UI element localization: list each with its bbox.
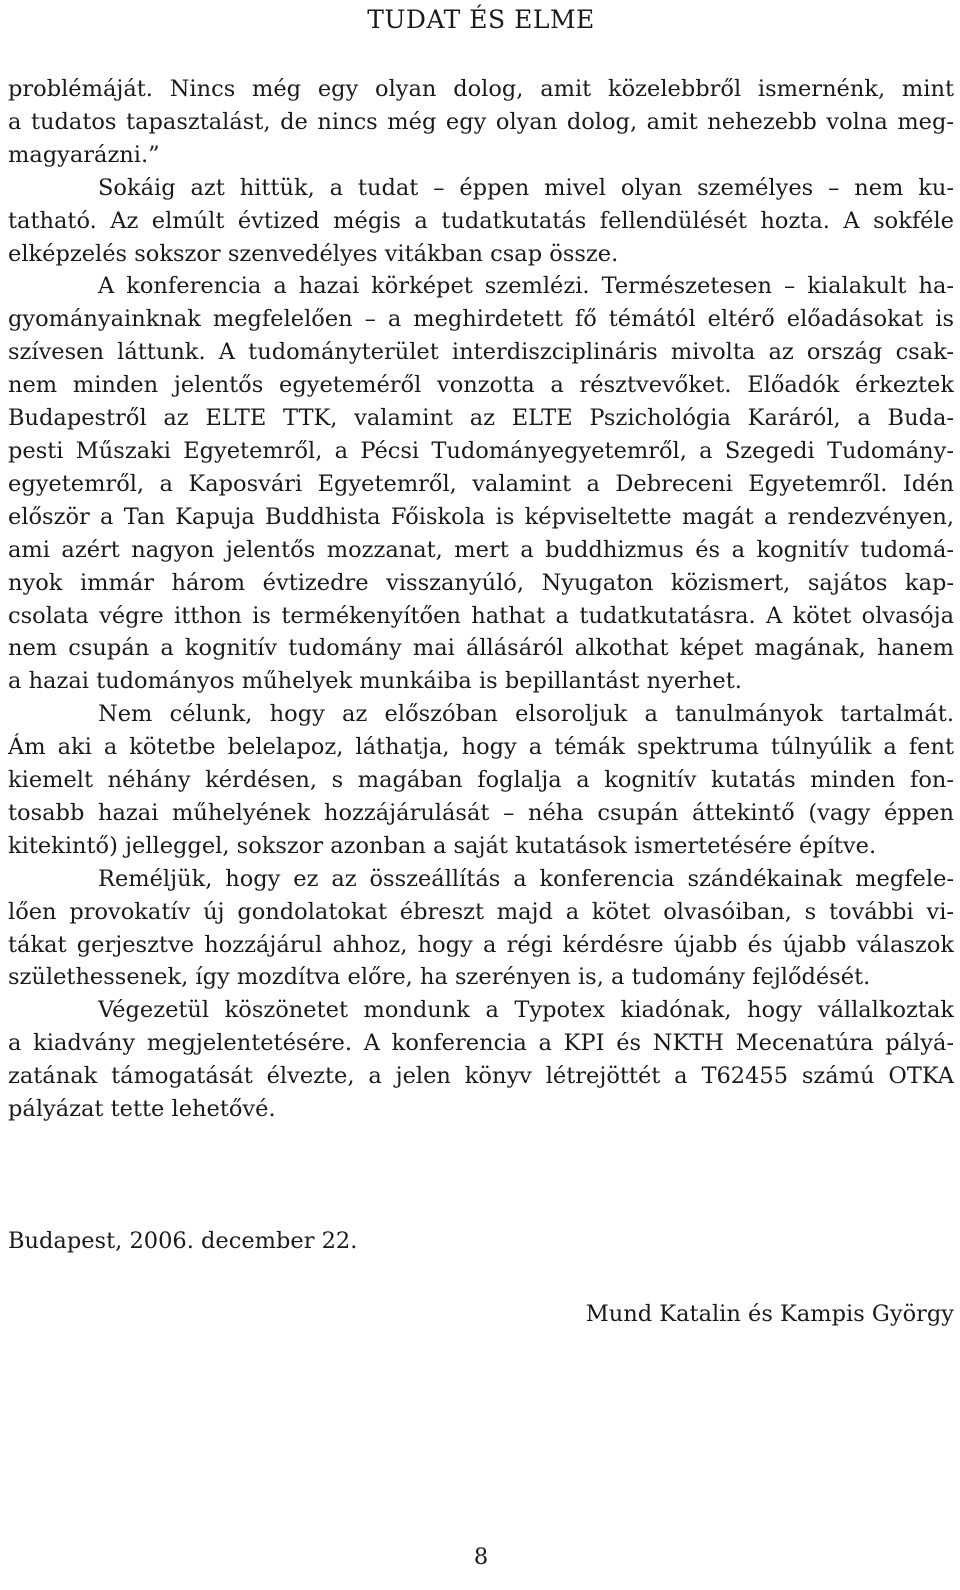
paragraph [8,863,954,995]
text-line: Nem célunk, hogy az előszóban elsoroljuk a tanulmányok tartalmát. [98,701,954,728]
author-signature: Mund Katalin és Kampis György [585,1301,954,1327]
text-line: problémáját. Nincs még egy olyan dolog, amit közelebbről ismernénk, mint [8,76,954,102]
text-line: ami azért nagyon jelentős mozzanat, mert a buddhizmus és a kognitív tudomá- [8,536,954,563]
document-page [8,0,954,1590]
text-line: elképzelés sokszor szenvedélyes vitákban csap össze. [8,240,619,267]
text-line: egyetemről, a Kaposvári Egyetemről, valamint a Debreceni Egyetemről. Idén [8,470,954,497]
paragraph [8,698,954,863]
text-line: nem csupán a kognitív tudomány mai állásáról alkothat képet magának, hanem [8,635,954,662]
text-line: nyok immár három évtizedre visszanyúló, Nyugaton közismert, sajátos kap- [8,569,954,596]
text-line: a tudatos tapasztalást, de nincs még egy olyan dolog, amit nehezebb volna meg- [8,108,954,135]
text-line: Végezetül köszönetet mondunk a Typotex kiadónak, hogy vállalkoztak [98,997,954,1024]
text-line: a hazai tudományos műhelyek munkáiba is bepillantást nyerhet. [8,668,742,695]
text-line: Sokáig azt hittük, a tudat – éppen mivel olyan személyes – nem ku- [98,174,954,201]
text-line: Budapestről az ELTE TTK, valamint az ELTE Pszichológia Karáról, a Buda- [8,405,954,432]
page-number: 8 [473,1544,489,1570]
text-line: először a Tan Kapuja Buddhista Főiskola is képviseltette magát a rendezvényen, [8,503,954,530]
place-and-date: Budapest, 2006. december 22. [8,1228,358,1254]
paragraph-continuation [8,73,954,172]
text-line: nem minden jelentős egyeteméről vonzotta a résztvevőket. Előadók érkeztek [8,372,954,399]
text-line: Reméljük, hogy ez az összeállítás a konferencia szándékainak megfele- [98,865,954,892]
text-line: tákat gerjesztve hozzájárul ahhoz, hogy a régi kérdésre újabb és újabb válaszok [8,931,954,958]
text-line: gyományainknak megfelelően – a meghirdetett fő témától eltérő előadásokat is [8,306,954,333]
text-line: tatható. Az elmúlt évtized mégis a tudatkutatás fellendülését hozta. A sokféle [8,207,954,234]
text-line: magyarázni.” [8,141,160,168]
paragraph [8,172,954,271]
text-line: tosabb hazai műhelyének hozzájárulását – néha csupán áttekintő (vagy éppen [8,799,954,826]
text-line: születhessenek, így mozdítva előre, ha szerényen is, a tudomány fejlődését. [8,964,871,991]
text-line: a kiadvány megjelentetésére. A konferencia a KPI és NKTH Mecenatúra pályá- [8,1030,954,1057]
text-line: szívesen láttunk. A tudományterület interdiszciplináris mivolta az ország csak- [8,339,954,366]
text-line: zatának támogatását élvezte, a jelen könyv létrejöttét a T62455 számú OTKA [8,1063,954,1090]
body-text [8,73,954,1126]
paragraph [8,270,954,698]
text-line: pályázat tette lehetővé. [8,1096,276,1123]
running-head-title: TUDAT ÉS ELME [367,5,595,34]
text-line: lően provokatív új gondolatokat ébreszt majd a kötet olvasóiban, s további vi- [8,898,954,925]
text-line: Ám aki a kötetbe belelapoz, láthatja, hogy a témák spektruma túlnyúlik a fent [8,734,954,761]
text-line: kitekintő) jelleggel, sokszor azonban a saját kutatások ismertetésére építve. [8,832,877,859]
text-line: csolata végre itthon is termékenyítően hathat a tudatkutatásra. A kötet olvasója [8,602,954,629]
text-line: pesti Műszaki Egyetemről, a Pécsi Tudományegyetemről, a Szegedi Tudomány- [8,437,954,464]
text-line: A konferencia a hazai körképet szemlézi. Természetesen – kialakult ha- [98,273,954,300]
text-line: kiemelt néhány kérdésen, s magában foglalja a kognitív kutatás minden fon- [8,767,954,794]
paragraph [8,994,954,1126]
